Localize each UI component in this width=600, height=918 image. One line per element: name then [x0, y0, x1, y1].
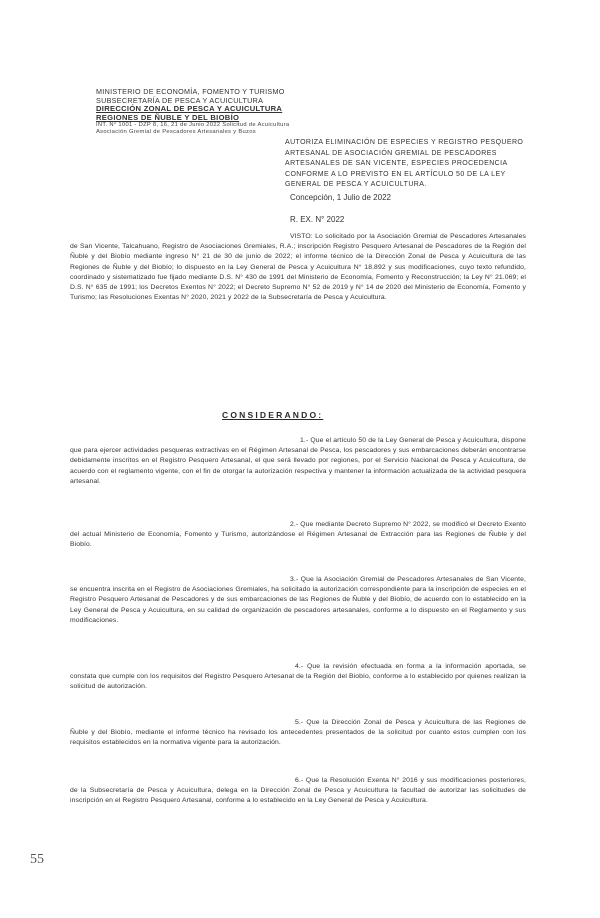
handwritten-page-mark: 55 [30, 852, 44, 867]
regions-line: REGIONES DE ÑUBLE Y DEL BIOBÍO [96, 112, 240, 122]
considerando-paragraph-3: 3.- Que la Asociación Gremial de Pescadores Artesanales de San Vicente, se encuentra inscrita en el Registro de Asociaciones Gremiales, ha solicitado la autorización correspondiente para la inscripción de especies en el Registro Pesquero Artesanal de Pescadores y de sus embarcaciones de las Regiones de Ñuble y del Biobío, de acuerdo con lo establecido en la Ley General de Pesca y Acuicultura, en su calidad de organización de pescadores artesanales, conforme a lo dispuesto en el Reglamento y sus modificaciones. [70, 576, 526, 624]
considerando-paragraph-5: 5.- Que la Dirección Zonal de Pesca y Acuicultura de las Regiones de Ñuble y del Biobío, mediante el informe técnico ha revisado los antecedentes presentados de la solicitud por cuanto estos cumplen con los requisitos establecidos en la normativa vigente para la autorización. [70, 719, 526, 747]
zonal-directorate-line: DIRECCIÓN ZONAL DE PESCA Y ACUICULTURA [96, 104, 283, 114]
resolution-number: R. EX. N° 2022 [290, 215, 345, 224]
reference-line-2: Asociación Gremial de Pescadores Artesanales y Buzos [96, 129, 256, 136]
considerando-paragraph-1: 1.- Que el artículo 50 de la Ley General de Pesca y Acuicultura, dispone que para ejercer actividades pesqueras extractivas en el Régimen Artesanal de Pesca, los pescadores y sus embarcaciones deberán encontrarse debidamente inscritos en el Registro Pesquero Artesanal, el que será llevado por regiones, por el Servicio Nacional de Pesca y Acuicultura, de acuerdo con el reglamento vigente, con el fin de otorgar la autorización respectiva y mantener la información actualizada de la actividad pesquera artesanal. [70, 437, 526, 485]
considerando-paragraph-2: 2.- Que mediante Decreto Supremo N° 2022, se modificó el Decreto Exento del actual Ministerio de Economía, Fomento y Turismo, autorizándose el Régimen Artesanal de Extracción para las Regiones de Ñuble y del Biobío. [70, 521, 526, 549]
subsecretariat-line: SUBSECRETARÍA DE PESCA Y ACUICULTURA [96, 95, 264, 105]
place-date: Concepción, 1 Julio de 2022 [290, 193, 391, 202]
ministry-line: MINISTERIO DE ECONOMÍA, FOMENTO Y TURISMO [96, 87, 285, 96]
institution-header [96, 88, 316, 136]
considerando-heading: CONSIDERANDO: [222, 410, 324, 420]
resolution-subject: AUTORIZA ELIMINACIÓN DE ESPECIES Y REGISTRO PESQUERO ARTESANAL DE ASOCIACIÓN GREMIAL DE PESCADORES ARTESANALES DE SAN VICENTE, ESPECIES PROCEDENCIA CONFORME A LO PREVISTO EN EL ARTÍCULO 50 DE LA LEY GENERAL DE PESCA Y ACUICULTURA. [285, 139, 524, 188]
considerando-paragraph-4: 4.- Que la revisión efectuada en forma a la información aportada, se constata que cumple con los requisitos del Registro Pesquero Artesanal de la Región del Biobío, conforme a lo establecido por quienes realizan la solicitud de autorización. [70, 663, 526, 691]
visto-paragraph: VISTO: Lo solicitado por la Asociación Gremial de Pescadores Artesanales de San Vicente, Talcahuano, Registro de Asociaciones Gremiales, R.A.; inscripción Registro Pesquero Artesanal de Pescadores de la Región del Ñuble y del Biobío mediante ingreso N° 21 de 30 de junio de 2022; el informe técnico de la Dirección Zonal de Pesca y Acuicultura de las Regiones de Ñuble y del Biobío; lo dispuesto en la Ley General de Pesca y Acuicultura N° 18.892 y sus modificaciones, cuyo texto refundido, coordinado y sistematizado fue fijado mediante D.S. N° 430 de 1991 del Ministerio de Economía, Fomento y Reconstrucción; la Ley N° 21.069; el D.S. N° 635 de 1991; los Decretos Exentos N° 2022; el Decreto Supremo N° 52 de 2019 y N° 14 de 2020 del Ministerio de Economía, Fomento y Turismo; las Resoluciones Exentas N° 2020, 2021 y 2022 de la Subsecretaría de Pesca y Acuicultura. [70, 233, 526, 302]
considerando-paragraph-6: 6.- Que la Resolución Exenta N° 2016 y sus modificaciones posteriores, de la Subsecretaría de Pesca y Acuicultura, delega en la Dirección Zonal de Pesca y Acuicultura la facultad de autorizar las solicitudes de inscripción en el Registro Pesquero Artesanal, conforme a lo establecido en la Ley General de Pesca y Acuicultura. [70, 777, 526, 805]
reference-line: INT. N° 1001 - DZP 8, 16, 21 de Junio 2022 Solicitud de Acuicultura [96, 122, 290, 129]
